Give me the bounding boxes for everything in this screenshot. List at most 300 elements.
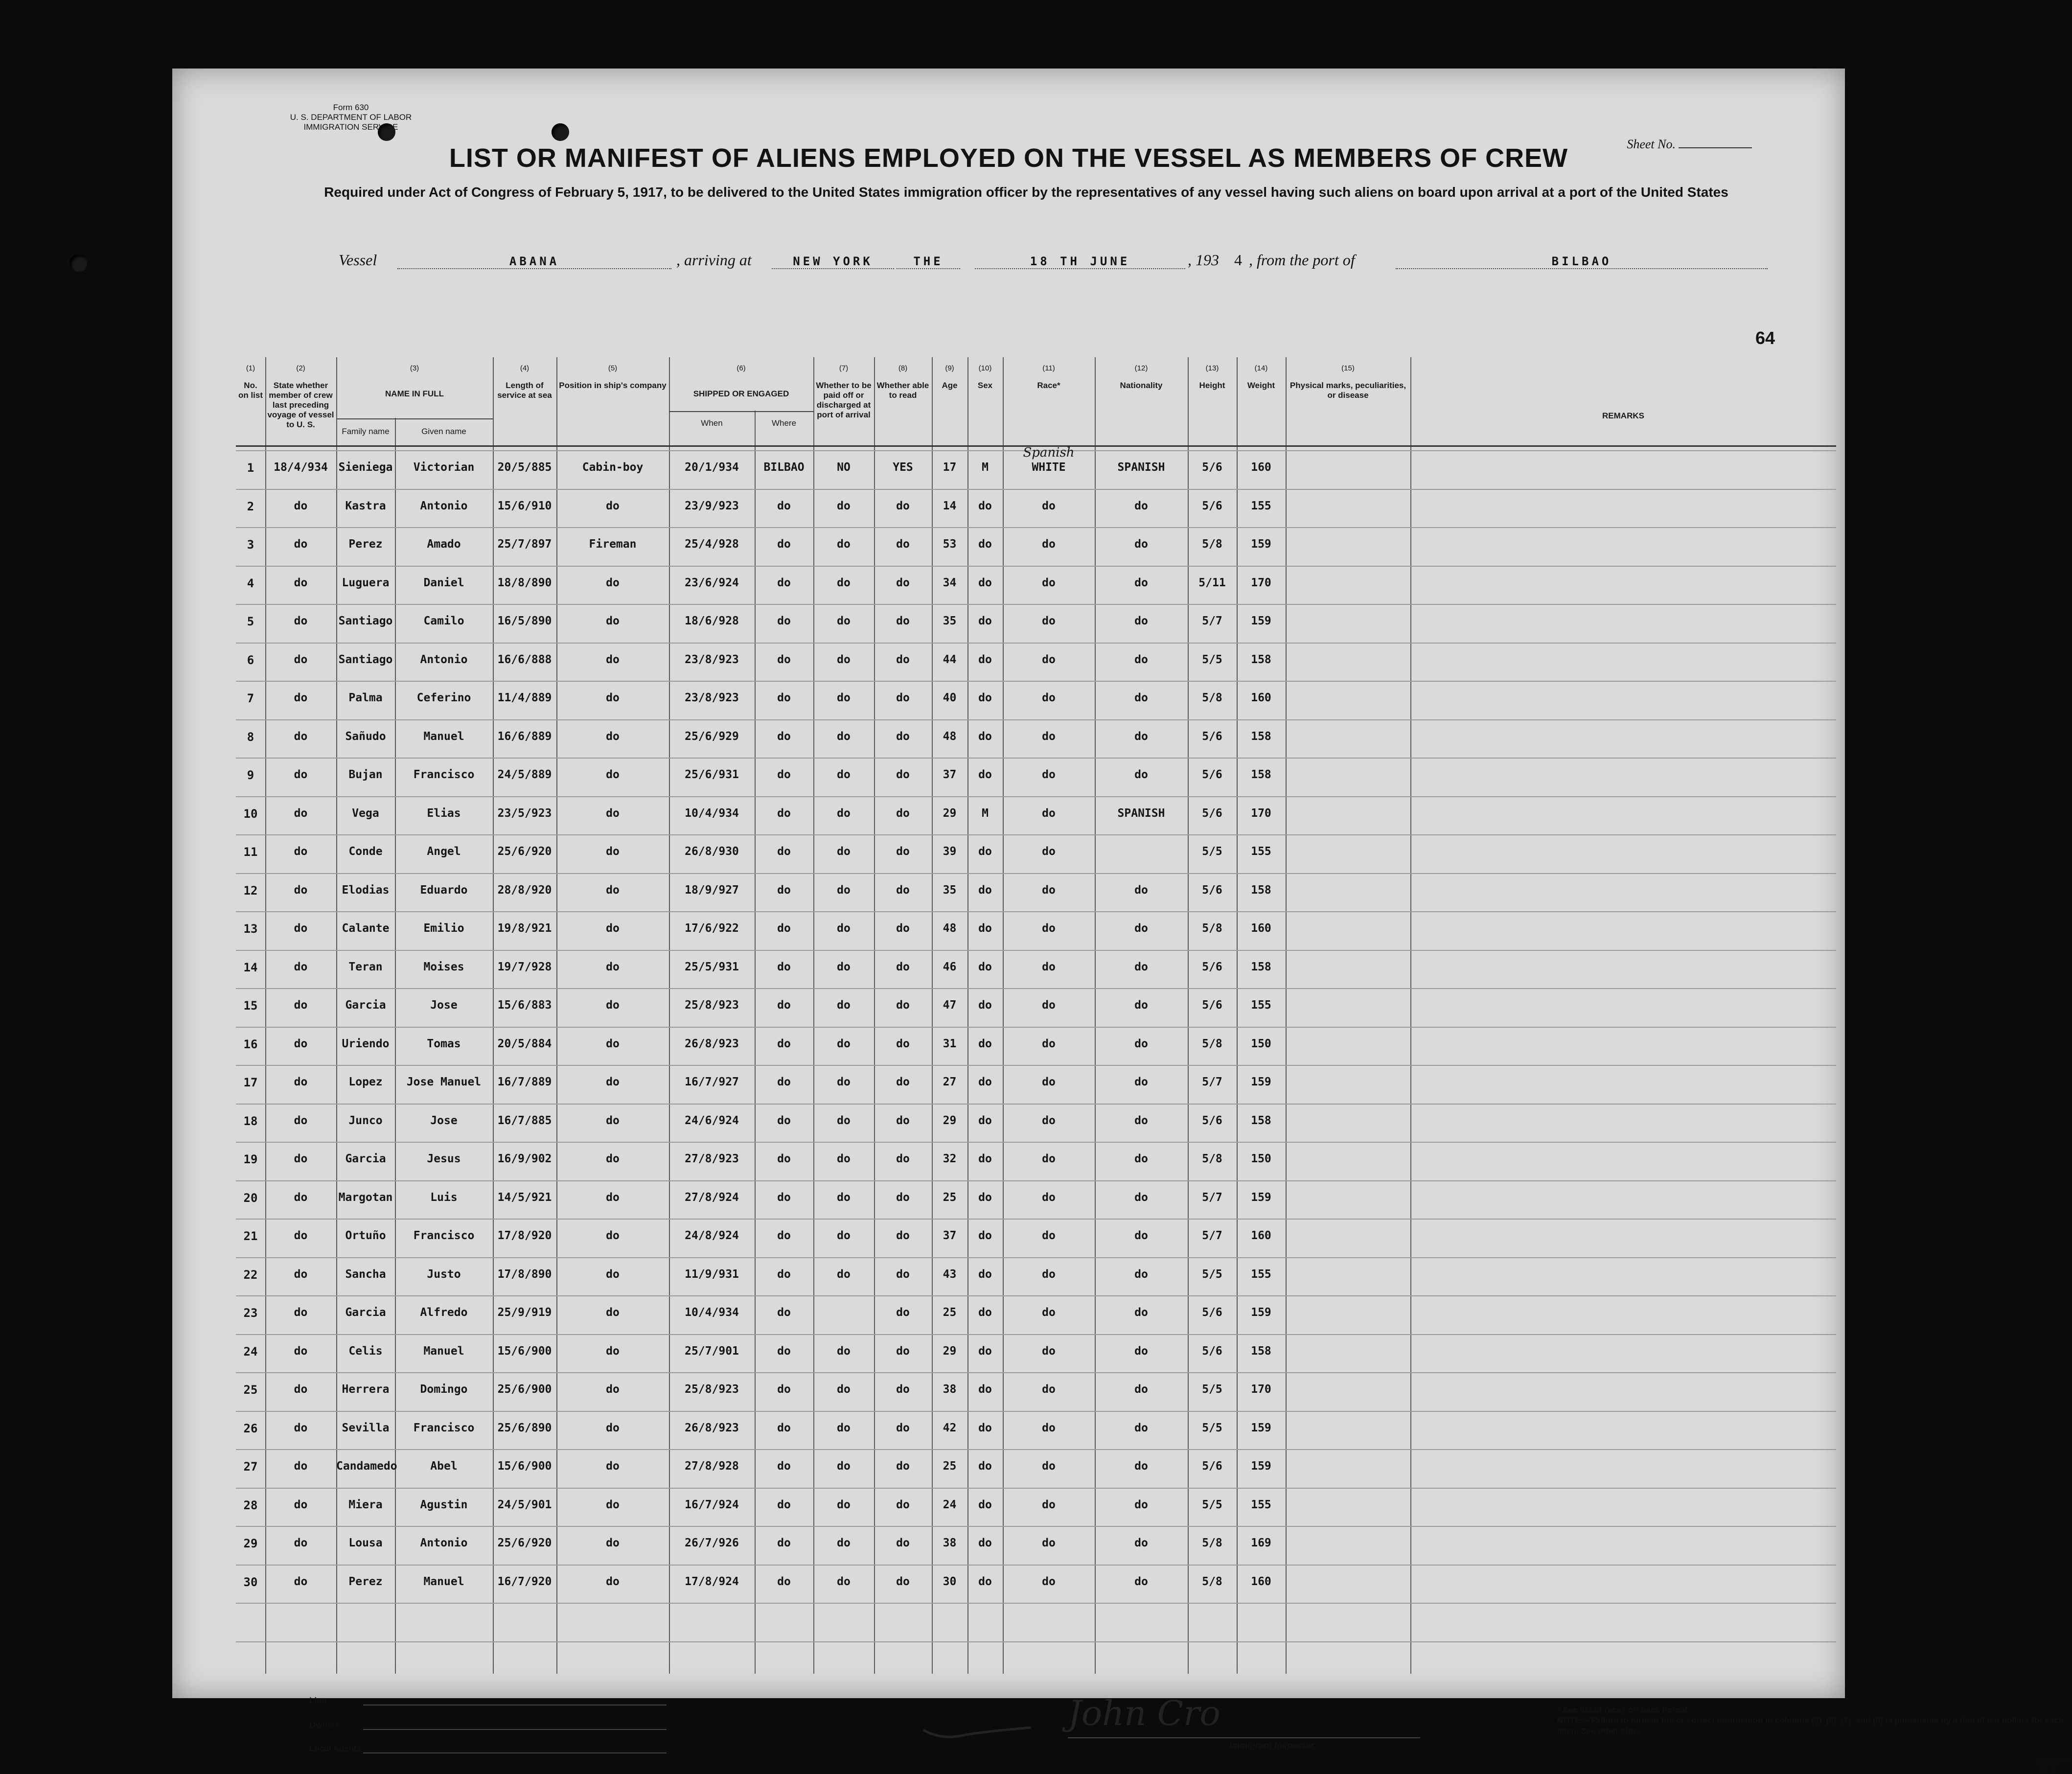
owners-label: Owners [309, 1720, 340, 1729]
table-cell-prev: do [294, 883, 308, 897]
column-divider [336, 357, 337, 1674]
table-cell-family: Lousa [348, 1537, 383, 1549]
footer-notes [1557, 1705, 2071, 1737]
table-cell-nat: do [1134, 730, 1148, 743]
table-cell-nat: do [1134, 1537, 1148, 1549]
table-cell-prev: do [294, 1267, 308, 1281]
table-cell-read: do [896, 1498, 910, 1511]
row-divider [236, 527, 1836, 528]
table-cell-no: 3 [247, 538, 254, 552]
table-cell-read: do [896, 768, 910, 781]
table-cell-no: 21 [243, 1229, 258, 1243]
arrival-the: THE [897, 254, 960, 269]
races-note: * See list of races on back hereof. [1557, 1705, 1690, 1714]
table-cell-where: do [777, 999, 791, 1012]
table-cell-where: do [777, 1575, 791, 1588]
table-cell-prev: 18/4/934 [274, 461, 328, 474]
table-cell-height: 5/8 [1202, 691, 1222, 704]
table-cell-weight: 160 [1251, 922, 1271, 935]
table-cell-service: 24/5/901 [497, 1498, 552, 1511]
table-cell-paid: do [837, 1267, 851, 1281]
table-cell-sex: do [978, 922, 992, 935]
row-divider [236, 1334, 1836, 1335]
table-cell-given: Emilio [423, 922, 464, 935]
table-cell-weight: 150 [1251, 1152, 1271, 1165]
table-cell-weight: 170 [1251, 576, 1271, 589]
column-header: NAME IN FULL [385, 389, 444, 398]
table-cell-position: do [606, 1267, 620, 1281]
table-cell-family: Vega [352, 806, 379, 820]
table-cell-position: do [606, 691, 620, 704]
table-cell-read: do [896, 960, 910, 973]
table-cell-given: Domingo [420, 1383, 468, 1396]
table-cell-when: 27/8/923 [685, 1152, 739, 1165]
row-divider [236, 796, 1836, 797]
table-cell-paid: do [837, 615, 851, 627]
form-number: Form 630 [333, 103, 369, 112]
table-cell-read: do [896, 922, 910, 935]
table-cell-prev: do [294, 1037, 308, 1050]
row-divider [236, 950, 1836, 951]
table-cell-weight: 158 [1251, 768, 1271, 781]
table-cell-age: 48 [943, 730, 957, 743]
table-cell-race: do [1042, 1383, 1056, 1396]
table-cell-age: 38 [943, 1537, 957, 1549]
table-cell-nat: do [1134, 691, 1148, 704]
table-cell-sex: do [978, 730, 992, 743]
table-cell-family: Sieniega [338, 461, 393, 474]
table-cell-sex: do [978, 1076, 992, 1088]
manifest-footer [236, 1686, 2072, 1774]
table-cell-position: do [606, 922, 620, 935]
table-cell-race: do [1042, 1344, 1056, 1358]
signature-line [1068, 1737, 1420, 1738]
table-cell-given: Jose Manuel [406, 1076, 482, 1088]
table-cell-given: Manuel [423, 1575, 464, 1588]
table-cell-where: do [777, 1306, 791, 1319]
column-header: Whether to be paid off or discharged at port of arrival [816, 381, 872, 419]
table-cell-age: 32 [943, 1152, 957, 1165]
table-cell-no: 20 [243, 1191, 258, 1205]
column-divider [493, 357, 494, 1674]
table-cell-service: 23/5/923 [497, 806, 552, 820]
column-number: (9) [945, 364, 954, 372]
from-port: BILBAO [1396, 254, 1768, 269]
table-cell-paid: do [837, 1037, 851, 1050]
table-cell-no: 7 [247, 691, 254, 705]
table-cell-when: 17/6/922 [685, 922, 739, 935]
table-cell-race: do [1042, 1152, 1056, 1165]
table-cell-paid: do [837, 1383, 851, 1396]
page-subtitle: Required under Act of Congress of February 5, 1917, to be delivered to the United States immigration officer by the representatives of any vessel having such aliens on board upon arrival at a port of the United States [324, 184, 1728, 200]
table-cell-race: do [1042, 1191, 1056, 1204]
table-cell-when: 25/6/931 [685, 768, 739, 781]
table-cell-race: do [1042, 1421, 1056, 1434]
table-cell-when: 25/7/901 [685, 1344, 739, 1358]
table-cell-race: do [1042, 845, 1056, 858]
table-cell-prev: do [294, 1114, 308, 1127]
table-cell-service: 16/5/890 [497, 615, 552, 627]
table-cell-height: 5/7 [1202, 1191, 1222, 1204]
row-divider [236, 1295, 1836, 1296]
table-cell-family: Palma [348, 691, 383, 704]
table-cell-sex: do [978, 960, 992, 973]
table-cell-height: 5/7 [1202, 1229, 1222, 1242]
table-cell-no: 6 [247, 653, 254, 667]
table-cell-race: do [1042, 1537, 1056, 1549]
column-number: (7) [839, 364, 849, 372]
table-cell-position: do [606, 1229, 620, 1242]
table-cell-given: Antonio [420, 499, 468, 512]
row-divider [236, 1411, 1836, 1412]
column-divider [669, 357, 670, 1674]
table-cell-no: 26 [243, 1421, 258, 1435]
column-header: Nationality [1120, 381, 1163, 390]
table-cell-prev: do [294, 1383, 308, 1396]
table-cell-service: 25/6/920 [497, 1537, 552, 1549]
table-cell-nat: do [1134, 1421, 1148, 1434]
column-header: No. on list [238, 381, 263, 400]
table-cell-read: do [896, 653, 910, 666]
table-cell-nat: do [1134, 999, 1148, 1012]
table-cell-nat: do [1134, 615, 1148, 627]
column-divider [556, 357, 557, 1674]
table-cell-weight: 155 [1251, 845, 1271, 858]
table-cell-age: 39 [943, 845, 957, 858]
table-cell-sex: do [978, 1421, 992, 1434]
row-divider [236, 911, 1836, 912]
table-cell-sex: do [978, 1037, 992, 1050]
table-cell-when: 25/6/929 [685, 730, 739, 743]
table-cell-sex: do [978, 1498, 992, 1511]
table-cell-family: Santiago [338, 653, 393, 666]
table-cell-given: Agustin [420, 1498, 468, 1511]
table-cell-where: do [777, 1421, 791, 1434]
column-divider [967, 357, 968, 1674]
table-cell-paid: do [837, 1114, 851, 1127]
table-cell-nat: do [1134, 499, 1148, 512]
shipped-when-header: When [701, 418, 723, 428]
table-cell-nat: do [1134, 1575, 1148, 1588]
row-divider [236, 489, 1836, 490]
table-cell-when: 27/8/928 [685, 1460, 739, 1473]
table-cell-no: 29 [243, 1537, 258, 1550]
table-cell-height: 5/6 [1202, 461, 1222, 474]
table-cell-height: 5/6 [1202, 1344, 1222, 1358]
row-divider [236, 1065, 1836, 1066]
service: IMMIGRATION SERVICE [303, 122, 398, 132]
table-cell-when: 23/8/923 [685, 691, 739, 704]
table-cell-weight: 160 [1251, 461, 1271, 474]
table-cell-sex: do [978, 1306, 992, 1319]
table-cell-when: 25/4/928 [685, 538, 739, 551]
column-header: Whether able to read [876, 381, 929, 400]
line-label: Line [309, 1696, 326, 1705]
punch-hole [552, 123, 569, 141]
table-cell-given: Antonio [420, 653, 468, 666]
table-cell-position: do [606, 960, 620, 973]
table-cell-no: 5 [247, 615, 254, 628]
table-cell-weight: 158 [1251, 960, 1271, 973]
table-cell-when: 27/8/924 [685, 1191, 739, 1204]
table-cell-read: do [896, 730, 910, 743]
table-cell-position: do [606, 1152, 620, 1165]
table-cell-age: 43 [943, 1267, 957, 1281]
table-cell-position: do [606, 845, 620, 858]
table-cell-prev: do [294, 1344, 308, 1358]
column-header: Height [1199, 381, 1225, 390]
table-cell-when: 23/9/923 [685, 499, 739, 512]
table-cell-service: 25/6/920 [497, 845, 552, 858]
table-cell-paid: do [837, 845, 851, 858]
row-divider [236, 1372, 1836, 1373]
table-cell-where: do [777, 1267, 791, 1281]
table-cell-read: do [896, 691, 910, 704]
table-cell-weight: 160 [1251, 691, 1271, 704]
table-cell-given: Amado [427, 538, 461, 551]
table-cell-paid: do [837, 1498, 851, 1511]
table-cell-family: Perez [348, 538, 383, 551]
table-cell-nat: do [1134, 1383, 1148, 1396]
table-cell-weight: 159 [1251, 1421, 1271, 1434]
column-number: (11) [1042, 364, 1055, 372]
table-cell-service: 24/5/889 [497, 768, 552, 781]
table-cell-nat: do [1134, 1229, 1148, 1242]
table-cell-no: 23 [243, 1306, 258, 1320]
table-cell-race: do [1042, 999, 1056, 1012]
table-cell-height: 5/5 [1202, 653, 1222, 666]
table-cell-nat: do [1134, 883, 1148, 897]
table-cell-height: 5/6 [1202, 768, 1222, 781]
row-divider [236, 566, 1836, 567]
table-cell-given: Abel [430, 1460, 458, 1473]
table-cell-height: 5/6 [1202, 999, 1222, 1012]
table-cell-position: do [606, 1344, 620, 1358]
table-cell-prev: do [294, 576, 308, 589]
table-cell-age: 14 [943, 499, 957, 512]
column-header: Race* [1037, 381, 1060, 390]
page-title: LIST OR MANIFEST OF ALIENS EMPLOYED ON THE VESSEL AS MEMBERS OF CREW [449, 143, 1568, 173]
row-divider [236, 873, 1836, 874]
column-divider [1188, 357, 1189, 1674]
table-cell-race: WHITE [1032, 461, 1066, 474]
table-cell-paid: do [837, 499, 851, 512]
check-stroke-mark [921, 1725, 1034, 1740]
from-port-label: , from the port of [1249, 251, 1355, 269]
table-cell-prev: do [294, 922, 308, 935]
table-cell-when: 26/7/926 [685, 1537, 739, 1549]
table-cell-prev: do [294, 691, 308, 704]
column-divider [1237, 357, 1238, 1674]
table-cell-weight: 160 [1251, 1575, 1271, 1588]
table-cell-paid: do [837, 1575, 851, 1588]
table-cell-age: 24 [943, 1498, 957, 1511]
table-cell-nat: do [1134, 653, 1148, 666]
table-cell-where: do [777, 615, 791, 627]
agents-field [363, 1752, 667, 1753]
table-cell-weight: 155 [1251, 499, 1271, 512]
table-cell-given: Eduardo [420, 883, 468, 897]
table-cell-where: do [777, 922, 791, 935]
table-cell-nat: do [1134, 1076, 1148, 1088]
table-cell-height: 5/8 [1202, 1037, 1222, 1050]
table-cell-family: Elodias [342, 883, 390, 897]
table-cell-given: Moises [423, 960, 464, 973]
table-cell-given: Jose [430, 1114, 458, 1127]
table-cell-sex: do [978, 538, 992, 551]
row-divider [236, 1641, 1836, 1642]
table-cell-race: do [1042, 1306, 1056, 1319]
row-divider [236, 988, 1836, 989]
table-cell-nat: do [1134, 960, 1148, 973]
table-cell-position: do [606, 1575, 620, 1588]
table-cell-race: do [1042, 730, 1056, 743]
row-divider [236, 1603, 1836, 1604]
table-cell-read: do [896, 1383, 910, 1396]
table-cell-read: do [896, 1460, 910, 1473]
table-cell-read: do [896, 1421, 910, 1434]
table-cell-height: 5/6 [1202, 1114, 1222, 1127]
table-cell-sex: do [978, 1575, 992, 1588]
table-cell-given: Camilo [423, 615, 464, 627]
table-cell-weight: 159 [1251, 615, 1271, 627]
table-cell-age: 31 [943, 1037, 957, 1050]
table-cell-read: do [896, 1037, 910, 1050]
table-cell-read: do [896, 1575, 910, 1588]
vessel-name: ABANA [397, 254, 671, 269]
table-cell-weight: 170 [1251, 1383, 1271, 1396]
table-cell-position: do [606, 730, 620, 743]
table-cell-sex: do [978, 1460, 992, 1473]
table-cell-paid: do [837, 883, 851, 897]
table-cell-service: 25/9/919 [497, 1306, 552, 1319]
table-cell-age: 35 [943, 615, 957, 627]
table-cell-weight: 158 [1251, 883, 1271, 897]
table-cell-family: Bujan [348, 768, 383, 781]
table-cell-nat: do [1134, 1152, 1148, 1165]
table-cell-given: Jose [430, 999, 458, 1012]
table-cell-weight: 158 [1251, 1114, 1271, 1127]
table-cell-family: Miera [348, 1498, 383, 1511]
table-cell-weight: 155 [1251, 1498, 1271, 1511]
column-header: REMARKS [1602, 411, 1644, 420]
table-cell-no: 12 [243, 883, 258, 898]
table-cell-age: 42 [943, 1421, 957, 1434]
table-cell-when: 18/6/928 [685, 615, 739, 627]
table-cell-family: Garcia [345, 999, 386, 1012]
table-cell-given: Daniel [423, 576, 464, 589]
table-cell-where: do [777, 499, 791, 512]
table-cell-race: do [1042, 768, 1056, 781]
table-cell-age: 29 [943, 806, 957, 820]
table-cell-no: 17 [243, 1076, 258, 1089]
table-cell-where: do [777, 1037, 791, 1050]
table-cell-sex: do [978, 1383, 992, 1396]
table-cell-family: Uriendo [342, 1037, 390, 1050]
table-cell-no: 14 [243, 960, 258, 974]
table-cell-nat: do [1134, 1037, 1148, 1050]
table-cell-sex: M [982, 806, 989, 820]
table-cell-sex: do [978, 1114, 992, 1127]
table-cell-sex: do [978, 845, 992, 858]
table-cell-prev: do [294, 538, 308, 551]
table-cell-age: 35 [943, 883, 957, 897]
table-cell-paid: do [837, 922, 851, 935]
table-cell-no: 10 [243, 806, 258, 821]
table-cell-prev: do [294, 730, 308, 743]
table-cell-family: Teran [348, 960, 383, 973]
table-cell-service: 16/7/885 [497, 1114, 552, 1127]
table-cell-height: 5/6 [1202, 499, 1222, 512]
row-divider [236, 1027, 1836, 1028]
table-cell-height: 5/5 [1202, 1267, 1222, 1281]
table-cell-race: do [1042, 1076, 1056, 1088]
table-cell-family: Junco [348, 1114, 383, 1127]
arriving-label: , arriving at [676, 251, 752, 269]
table-cell-service: 16/6/889 [497, 730, 552, 743]
table-cell-race: do [1042, 883, 1056, 897]
table-cell-read: do [896, 576, 910, 589]
table-cell-race: do [1042, 576, 1056, 589]
race-annotation: Spanish [1023, 445, 1075, 460]
table-cell-prev: do [294, 845, 308, 858]
table-cell-height: 5/6 [1202, 1306, 1222, 1319]
table-cell-family: Lopez [348, 1076, 383, 1088]
table-cell-position: Cabin-boy [582, 461, 644, 474]
crew-manifest-table [236, 357, 1836, 1674]
sheet-number: 64 [1755, 328, 1775, 348]
table-cell-race: do [1042, 691, 1056, 704]
column-divider [755, 357, 756, 1674]
table-cell-read: do [896, 615, 910, 627]
column-header: Sex [977, 381, 993, 390]
table-cell-service: 25/7/897 [497, 538, 552, 551]
table-cell-age: 44 [943, 653, 957, 666]
table-cell-sex: do [978, 1191, 992, 1204]
table-cell-prev: do [294, 768, 308, 781]
table-cell-service: 16/7/889 [497, 1076, 552, 1088]
table-cell-age: 29 [943, 1344, 957, 1358]
table-cell-when: 25/8/923 [685, 999, 739, 1012]
table-cell-family: Ortuño [345, 1229, 386, 1242]
table-cell-when: 16/7/927 [685, 1076, 739, 1088]
column-number: (4) [520, 364, 530, 372]
table-cell-height: 5/8 [1202, 1537, 1222, 1549]
table-cell-given: Luis [430, 1191, 458, 1204]
table-cell-weight: 159 [1251, 1191, 1271, 1204]
table-cell-paid: do [837, 1152, 851, 1165]
column-number: (13) [1205, 364, 1219, 372]
table-cell-read: do [896, 1076, 910, 1088]
table-cell-family: Luguera [342, 576, 390, 589]
table-cell-service: 25/6/890 [497, 1421, 552, 1434]
table-cell-race: do [1042, 653, 1056, 666]
table-cell-paid: do [837, 960, 851, 973]
column-divider [1003, 357, 1004, 1674]
year-suffix: 4 [1234, 251, 1242, 269]
table-cell-race: do [1042, 922, 1056, 935]
table-cell-age: 37 [943, 1229, 957, 1242]
table-cell-weight: 170 [1251, 806, 1271, 820]
table-cell-weight: 160 [1251, 1229, 1271, 1242]
table-cell-family: Sevilla [342, 1421, 390, 1434]
table-cell-prev: do [294, 960, 308, 973]
table-cell-where: do [777, 1460, 791, 1473]
table-cell-service: 25/6/900 [497, 1383, 552, 1396]
table-cell-prev: do [294, 1076, 308, 1088]
table-cell-nat: do [1134, 768, 1148, 781]
table-cell-nat: do [1134, 1114, 1148, 1127]
